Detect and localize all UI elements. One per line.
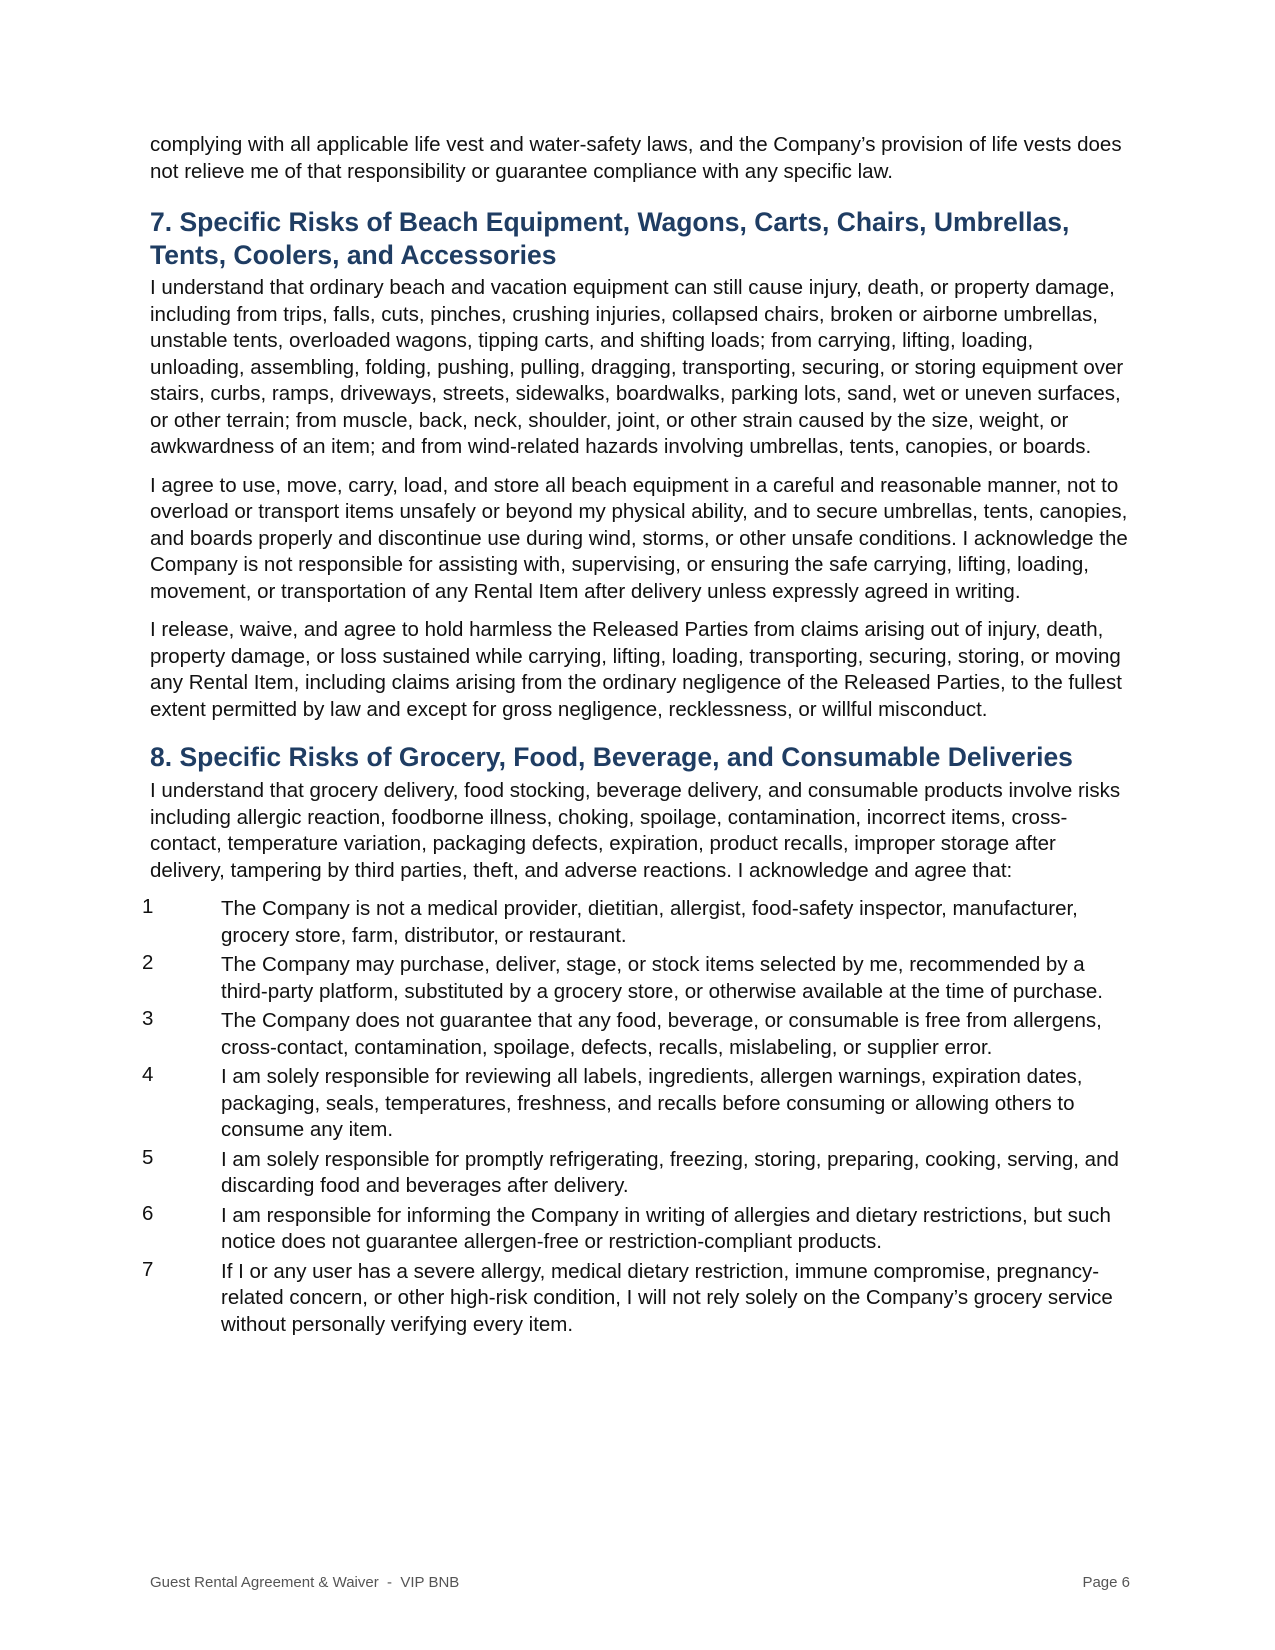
list-item-number: 5	[142, 1145, 154, 1169]
document-page	[142, 132, 1130, 1341]
section-7-paragraph-2: I agree to use, move, carry, load, and store all beach equipment in a careful and reasonable manner, not to overload or transport items unsafely or beyond my physical ability, and to secure umbrellas, tents, canopies, and boards properly and discontinue use during wind, storms, or other unsafe conditions. I acknowledge the Company is not responsible for assisting with, supervising, or ensuring the safe carrying, lifting, loading, movement, or transportation of any Rental Item after delivery unless expressly agreed in writing.	[150, 473, 1128, 603]
list-item-text: The Company may purchase, deliver, stage, or stock items selected by me, recommended by a third-party platform, substituted by a grocery store, or otherwise available at the time of purchase.	[221, 953, 1103, 1003]
list-item-text: I am responsible for informing the Company in writing of allergies and dietary restrictions, but such notice does not guarantee allergen-free or restriction-compliant products.	[221, 1203, 1111, 1253]
list-item-text: The Company does not guarantee that any food, beverage, or consumable is free from allergens, cross-contact, contamination, spoilage, defects, recalls, mislabeling, or supplier error.	[221, 1009, 1102, 1059]
section-8-paragraph: I understand that grocery delivery, food stocking, beverage delivery, and consumable products involve risks including allergic reaction, foodborne illness, choking, spoilage, contamination, incorrect items, cross-contact, temperature variation, packaging defects, expiration, product recalls, improper storage after delivery, tampering by third parties, theft, and adverse reactions. I acknowledge and agree that:	[150, 779, 1121, 882]
section-7-paragraph-1: I understand that ordinary beach and vacation equipment can still cause injury, death, or property damage, including from trips, falls, cuts, pinches, crushing injuries, collapsed chairs, broken or airborne umbrellas, unstable tents, overloaded wagons, tipping carts, and shifting loads; from carrying, lifting, loading, unloading, assembling, folding, pushing, pulling, dragging, transporting, securing, or storing equipment over stairs, curbs, ramps, driveways, streets, sidewalks, boardwalks, parking lots, sand, wet or uneven surfaces, or other terrain; from muscle, back, neck, shoulder, joint, or other strain caused by the size, weight, or awkwardness of an item; and from wind-related hazards involving umbrellas, tents, canopies, or boards.	[150, 276, 1124, 458]
list-item-number: 7	[142, 1257, 154, 1281]
section-8-heading: 8. Specific Risks of Grocery, Food, Beverage, and Consumable Deliveries	[150, 742, 1073, 772]
intro-paragraph: complying with all applicable life vest and water-safety laws, and the Company’s provision of life vests does not relieve me of that responsibility or guarantee compliance with any specific law.	[150, 133, 1122, 183]
list-item-text: I am solely responsible for reviewing all labels, ingredients, allergen warnings, expiration dates, packaging, seals, temperatures, freshness, and recalls before consuming or allowing others to consume any item.	[221, 1065, 1083, 1141]
list-item	[142, 951, 1130, 1005]
list-item-text: If I or any user has a severe allergy, medical dietary restriction, immune compromise, pregnancy-related concern, or other high-risk condition, I will not rely solely on the Company’s grocery service without personally verifying every item.	[221, 1259, 1113, 1336]
list-item-number: 1	[142, 895, 154, 918]
page-footer	[150, 1574, 1130, 1591]
list-item-text: The Company is not a medical provider, dietitian, allergist, food-safety inspector, manufacturer, grocery store, farm, distributor, or restaurant.	[221, 897, 1078, 947]
list-item-number: 6	[142, 1201, 154, 1225]
list-item-number: 3	[142, 1007, 154, 1030]
footer-page-number: Page 6	[1082, 1574, 1130, 1591]
list-item	[142, 895, 1130, 949]
list-item	[142, 1145, 1130, 1200]
section-8-list	[142, 895, 1130, 1338]
list-item	[142, 1063, 1130, 1144]
list-item-number: 2	[142, 951, 154, 974]
list-item-number: 4	[142, 1063, 154, 1086]
section-7-heading: 7. Specific Risks of Beach Equipment, Wagons, Carts, Chairs, Umbrellas, Tents, Coolers, and Accessories	[150, 207, 1070, 270]
footer-document-title: Guest Rental Agreement & Waiver - VIP BNB	[150, 1574, 460, 1591]
list-item	[142, 1007, 1130, 1061]
list-item-text: I am solely responsible for promptly refrigerating, freezing, storing, preparing, cooking, serving, and discarding food and beverages after delivery.	[221, 1147, 1119, 1197]
section-7-paragraph-3: I release, waive, and agree to hold harmless the Released Parties from claims arising out of injury, death, property damage, or loss sustained while carrying, lifting, loading, transporting, securing, storing, or moving any Rental Item, including claims arising from the ordinary negligence of the Released Parties, to the fullest extent permitted by law and except for gross negligence, recklessness, or willful misconduct.	[150, 618, 1122, 721]
list-item	[142, 1201, 1130, 1256]
list-item	[142, 1257, 1130, 1339]
